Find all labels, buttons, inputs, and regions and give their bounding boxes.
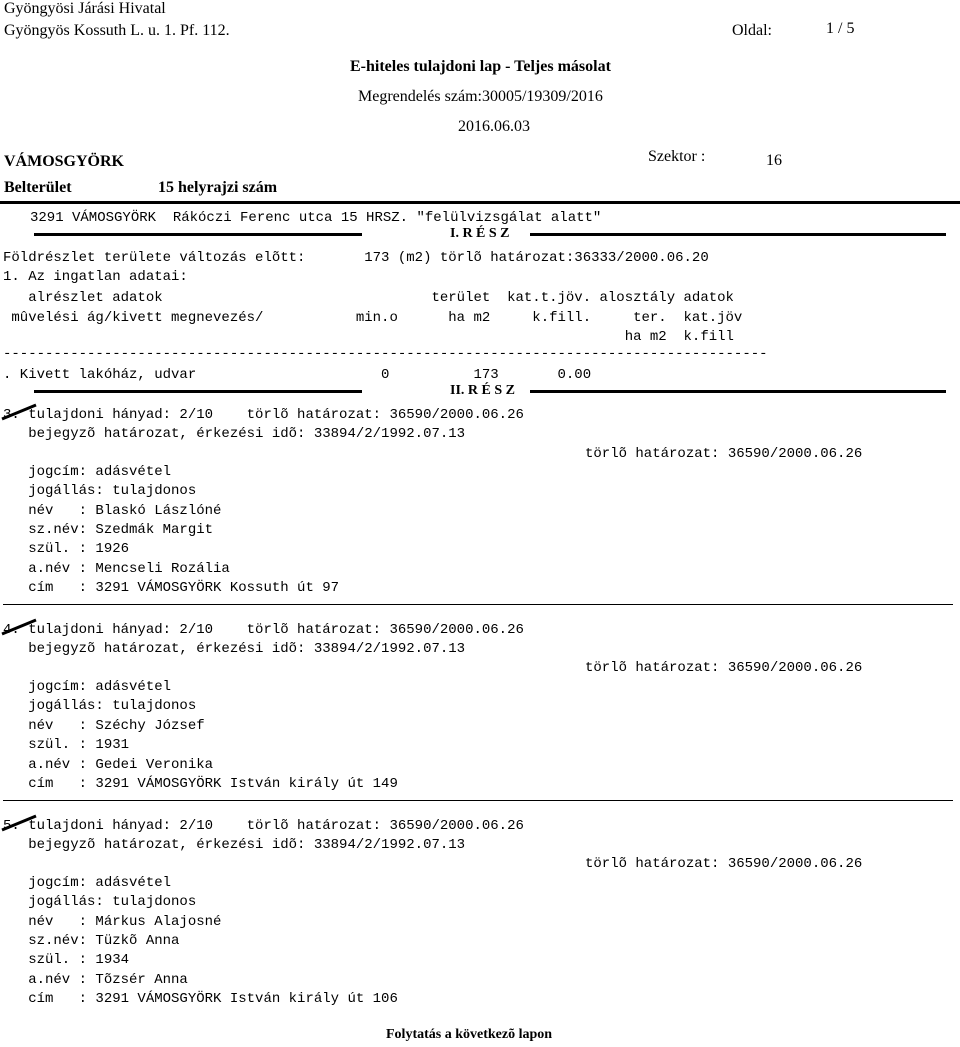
entry-divider bbox=[3, 800, 953, 801]
table-header-row2: mûvelési ág/kivett megnevezés/ min.o ha m2 k.fill. ter. kat.jöv bbox=[3, 310, 743, 326]
entry-3-deletion: törlõ határozat: 36590/2000.06.26 bbox=[585, 446, 863, 462]
entry-4-title: jogcím: adásvétel bbox=[3, 679, 172, 695]
area-type: Belterület bbox=[4, 179, 72, 196]
entry-5-name: név : Márkus Alajosné bbox=[3, 914, 222, 930]
property-address: 3291 VÁMOSGYÖRK Rákóczi Ferenc utca 15 HRSZ. "felülvizsgálat alatt" bbox=[30, 210, 602, 226]
part2-heading: II. R É S Z bbox=[450, 383, 515, 398]
entry-5-birth-year: szül. : 1934 bbox=[3, 952, 130, 968]
entry-4-name: név : Széchy József bbox=[3, 718, 205, 734]
entry-4-address: cím : 3291 VÁMOSGYÖRK István király út 149 bbox=[3, 776, 398, 792]
entry-3-share: 3. tulajdoni hányad: 2/10 törlõ határozat: 36590/2000.06.26 bbox=[3, 407, 524, 423]
document-title: E-hiteles tulajdoni lap - Teljes másolat bbox=[350, 58, 611, 75]
part2-line-right bbox=[530, 390, 946, 393]
part1-heading: I. R É S Z bbox=[450, 226, 510, 241]
entry-5-title: jogcím: adásvétel bbox=[3, 875, 172, 891]
table-separator: ------------------------------------------------------------------------------------------- bbox=[3, 346, 768, 362]
table-row: . Kivett lakóház, udvar 0 173 0.00 bbox=[3, 367, 592, 383]
entry-3-birth-year: szül. : 1926 bbox=[3, 541, 130, 557]
sector-value: 16 bbox=[766, 152, 782, 169]
part2-line-left bbox=[34, 390, 362, 393]
entry-3-name: név : Blaskó Lászlóné bbox=[3, 503, 222, 519]
entry-4-mother-name: a.név : Gedei Veronika bbox=[3, 757, 214, 773]
header-divider bbox=[0, 201, 960, 204]
parcel-number: 15 helyrajzi szám bbox=[158, 179, 278, 196]
property-data-heading: 1. Az ingatlan adatai: bbox=[3, 269, 188, 285]
entry-5-address: cím : 3291 VÁMOSGYÖRK István király út 106 bbox=[3, 991, 398, 1007]
page-number: 1 / 5 bbox=[826, 20, 855, 37]
continuation-note: Folytatás a következõ lapon bbox=[386, 1027, 553, 1042]
entry-5-share: 5. tulajdoni hányad: 2/10 törlõ határozat: 36590/2000.06.26 bbox=[3, 818, 524, 834]
table-header-row3: ha m2 k.fill bbox=[3, 329, 734, 345]
settlement-name: VÁMOSGYÖRK bbox=[4, 153, 124, 170]
part1-line-right bbox=[530, 233, 946, 236]
document-date: 2016.06.03 bbox=[458, 118, 530, 135]
entry-5-registration: bejegyzõ határozat, érkezési idõ: 33894/2/1992.07.13 bbox=[3, 837, 466, 853]
entry-5-status: jogállás: tulajdonos bbox=[3, 894, 197, 910]
entry-3-status: jogállás: tulajdonos bbox=[3, 483, 197, 499]
entry-5-mother-name: a.név : Tõzsér Anna bbox=[3, 972, 188, 988]
entry-4-status: jogállás: tulajdonos bbox=[3, 698, 197, 714]
office-name: Gyöngyösi Járási Hivatal bbox=[4, 0, 166, 17]
table-header-row1: alrészlet adatok terület kat.t.jöv. alosztály adatok bbox=[3, 290, 734, 306]
office-address: Gyöngyös Kossuth L. u. 1. Pf. 112. bbox=[4, 22, 230, 39]
entry-3-address: cím : 3291 VÁMOSGYÖRK Kossuth út 97 bbox=[3, 580, 340, 596]
area-change: Földrészlet területe változás elõtt: 173 (m2) törlõ határozat:36333/2000.06.20 bbox=[3, 250, 709, 266]
page-label: Oldal: bbox=[732, 22, 772, 39]
entry-4-birth-year: szül. : 1931 bbox=[3, 737, 130, 753]
entry-3-title: jogcím: adásvétel bbox=[3, 464, 172, 480]
entry-4-share: 4. tulajdoni hányad: 2/10 törlõ határozat: 36590/2000.06.26 bbox=[3, 622, 524, 638]
entry-3-birth-name: sz.név: Szedmák Margit bbox=[3, 522, 214, 538]
order-number: Megrendelés szám:30005/19309/2016 bbox=[358, 88, 603, 105]
entry-3-registration: bejegyzõ határozat, érkezési idõ: 33894/2/1992.07.13 bbox=[3, 426, 466, 442]
part1-line-left bbox=[34, 233, 362, 236]
entry-divider bbox=[3, 604, 953, 605]
entry-5-birth-name: sz.név: Tüzkõ Anna bbox=[3, 933, 180, 949]
entry-5-deletion: törlõ határozat: 36590/2000.06.26 bbox=[585, 856, 863, 872]
entry-3-mother-name: a.név : Mencseli Rozália bbox=[3, 561, 230, 577]
entry-4-deletion: törlõ határozat: 36590/2000.06.26 bbox=[585, 660, 863, 676]
sector-label: Szektor : bbox=[648, 148, 706, 165]
entry-4-registration: bejegyzõ határozat, érkezési idõ: 33894/2/1992.07.13 bbox=[3, 641, 466, 657]
